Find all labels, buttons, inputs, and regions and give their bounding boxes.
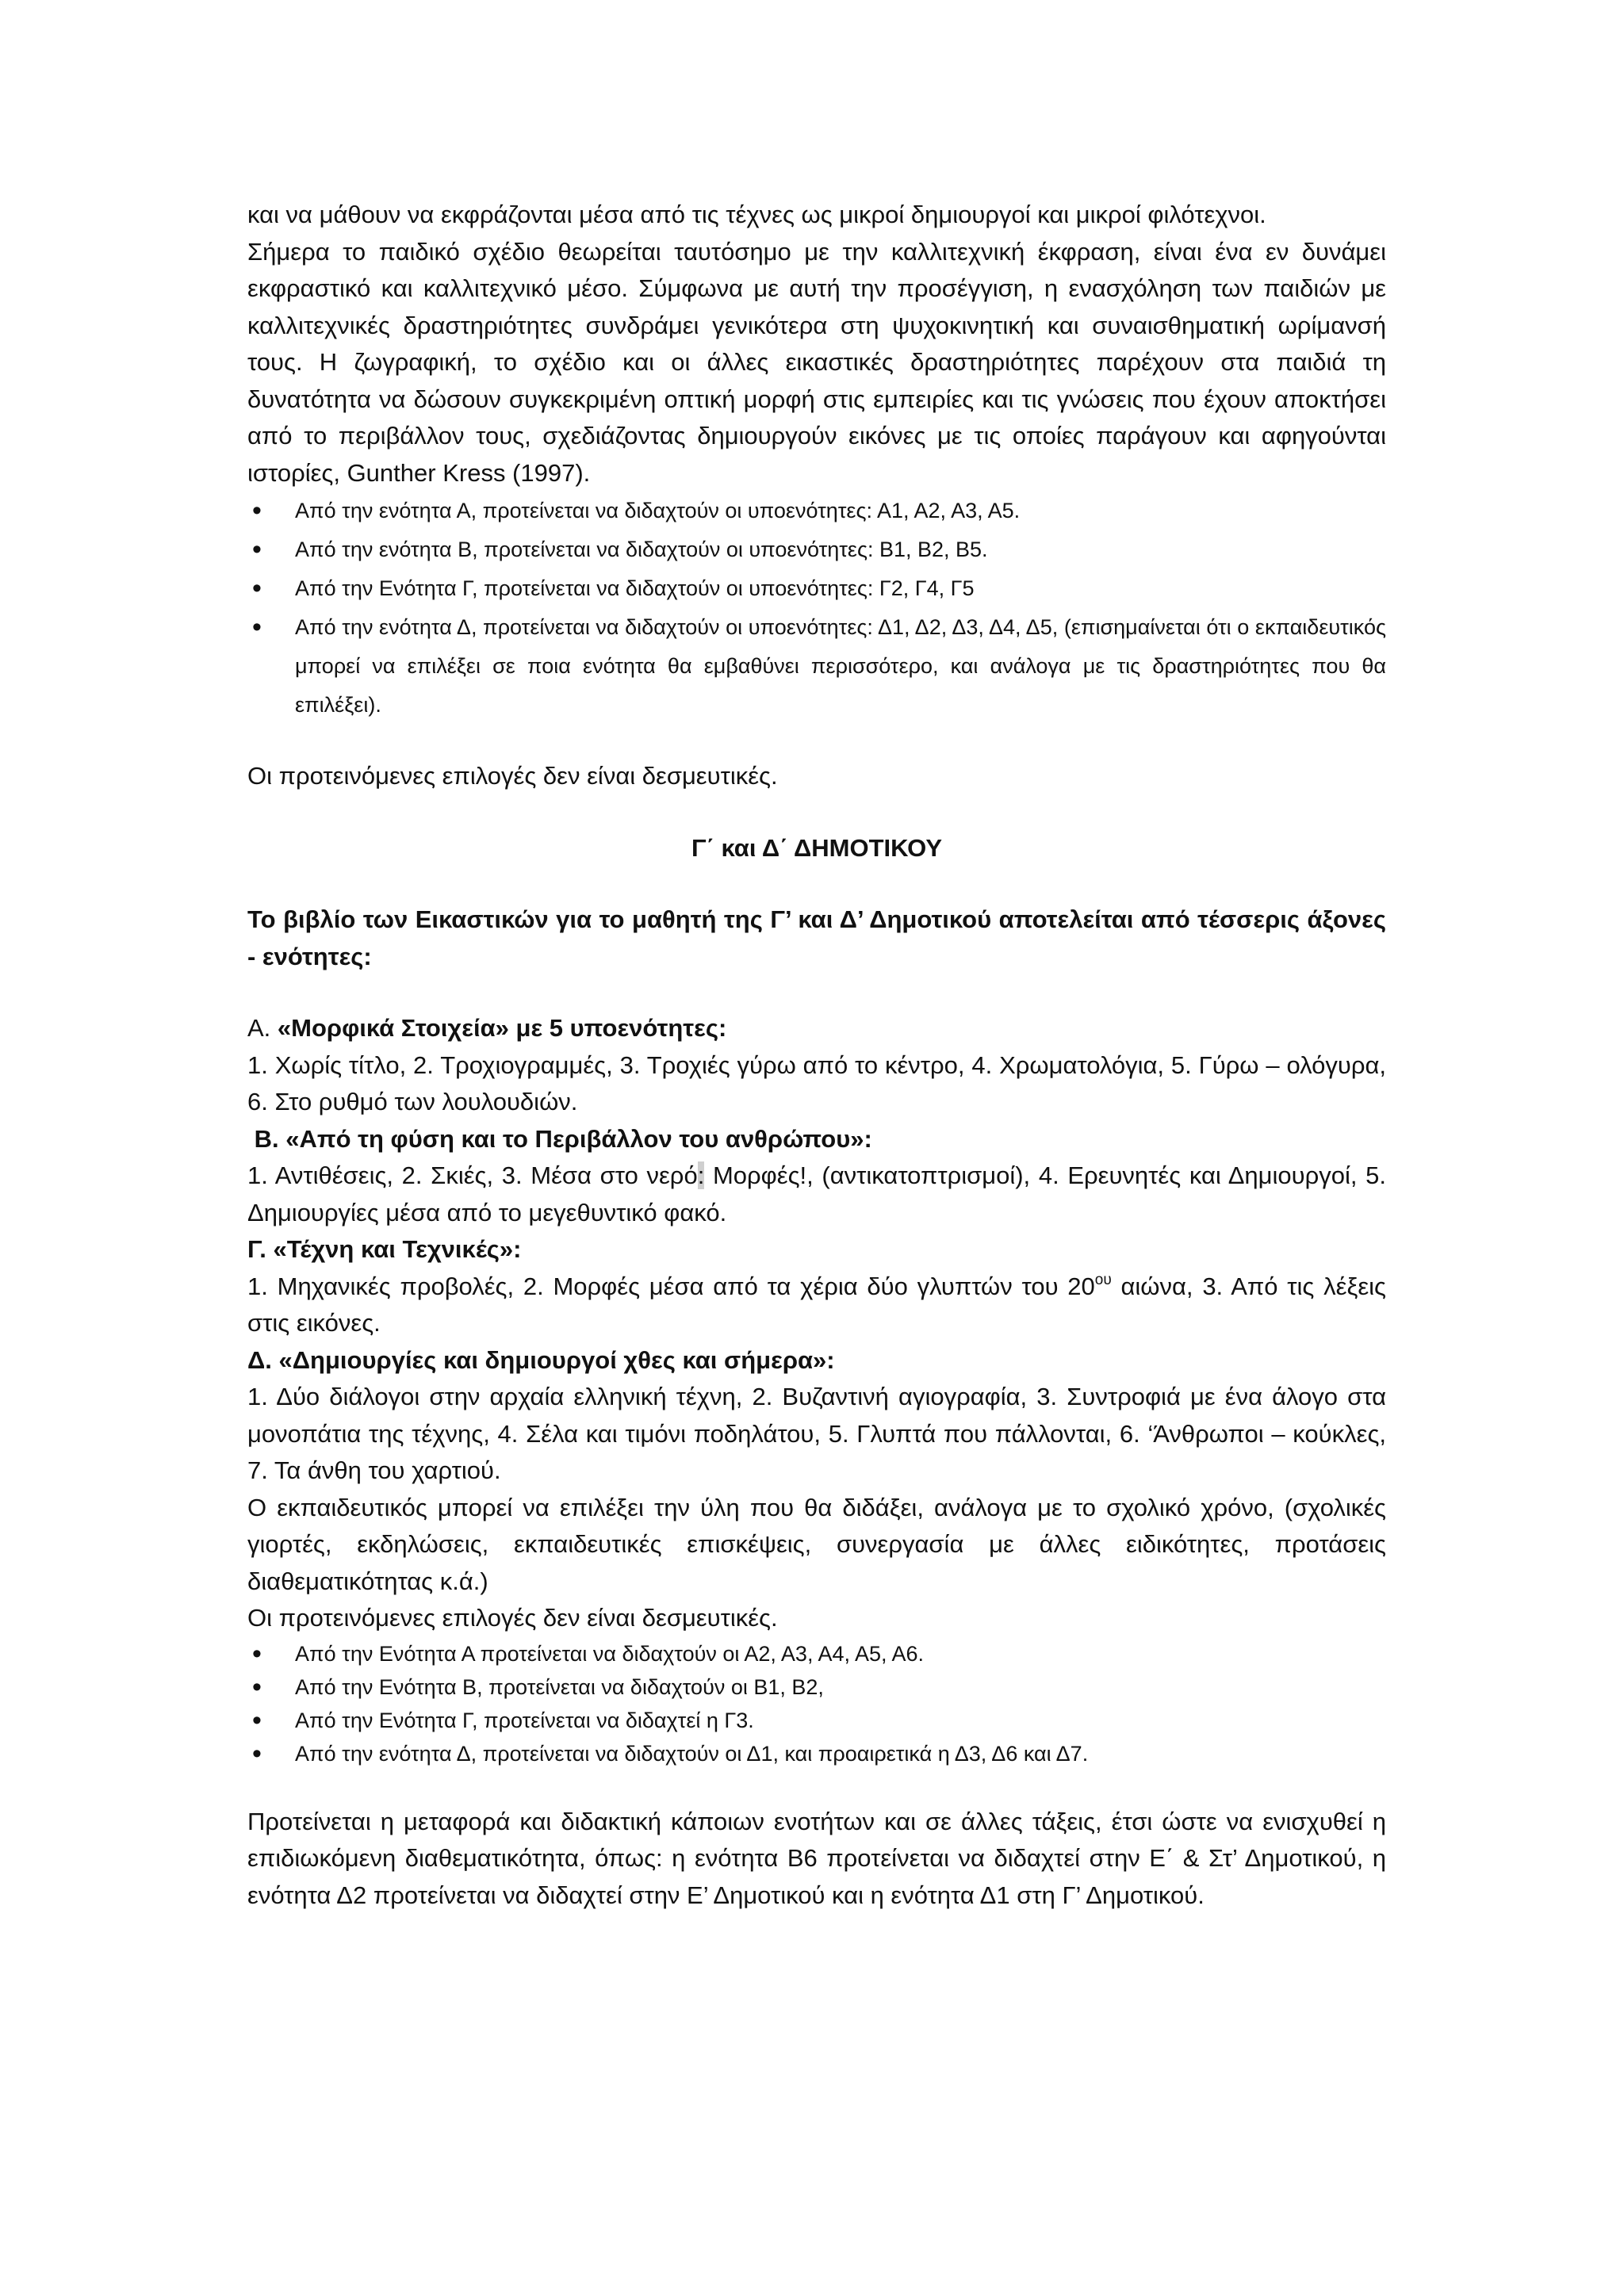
section-heading: Γ΄ και Δ΄ ΔΗΜΟΤΙΚΟΥ	[691, 833, 943, 862]
section-bullet-item: • Από την Ενότητα Β, προτείνεται να διδαχτούν οι Β1, Β2,	[247, 1670, 1386, 1704]
intro-paragraph-1: και να μάθουν να εκφράζονται μέσα από τις τέχνες ως μικροί δημιουργοί και μικροί φιλότεχνοι.	[247, 201, 1266, 228]
intro-bullet-item: • Από την ενότητα Α, προτείνεται να διδαχτούν οι υποενότητες: Α1, Α2, Α3, Α5.	[247, 492, 1386, 530]
unit-b-title: Β. «Από τη φύση και το Περιβάλλον του ανθρώπου»:	[247, 1124, 872, 1153]
unit-c-body-start: 1. Μηχανικές προβολές, 2. Μορφές μέσα από τα χέρια δύο γλυπτών του 20	[247, 1272, 1095, 1300]
page-content	[247, 197, 1386, 1914]
section-bullet-item: • Από την Ενότητα Γ, προτείνεται να διδαχτεί η Γ3.	[247, 1704, 1386, 1737]
unit-a-body: 1. Χωρίς τίτλο, 2. Τροχιογραμμές, 3. Τροχιές γύρω από το κέντρο, 4. Χρωματολόγια, 5. Γύρω – ολόγυρα, 6. Στο ρυθμό των λουλουδιών.	[247, 1050, 1386, 1115]
superscript-ordinal: ου	[1094, 1271, 1112, 1288]
unit-c-body	[247, 1269, 1386, 1342]
unit-a-title: «Μορφικά Στοιχεία» με 5 υποενότητες:	[277, 1014, 727, 1042]
intro-bullet-item: • Από την Ενότητα Γ, προτείνεται να διδαχτούν οι υποενότητες: Γ2, Γ4, Γ5	[247, 569, 1386, 608]
intro-bullet-item: • Από την ενότητα Β, προτείνεται να διδαχτούν οι υποενότητες: Β1, Β2, Β5.	[247, 530, 1386, 569]
unit-c-title: Γ. «Τέχνη και Τεχνικές»:	[247, 1235, 522, 1263]
intro-bullet-item: • Από την ενότητα Δ, προτείνεται να διδαχτούν οι υποενότητες: Δ1, Δ2, Δ3, Δ4, Δ5, (επισημαίνεται ότι ο εκπαιδευτικός μπορεί να επιλέξει σε ποια ενότητα θα εμβαθύνει περισσότερο, και ανάλογα με τις δραστηριότητες που θα επιλέξει).	[247, 608, 1386, 725]
closing-paragraph: Προτείνεται η μεταφορά και διδακτική κάποιων ενοτήτων και σε άλλες τάξεις, έτσι ώστε να ενισχυθεί η επιδιωκόμενη διαθεματικότητα, όπως: η ενότητα Β6 προτείνεται να διδαχτεί στην Ε΄ & Στ’ Δημοτικού, η ενότητα Δ2 προτείνεται να διδαχτεί στην Ε’ Δημοτικού και η ενότητα Δ1 στη Γ’ Δημοτικού.	[247, 1807, 1386, 1909]
section-bullet-item: • Από την Ενότητα Α προτείνεται να διδαχτούν οι Α2, Α3, Α4, Α5, Α6.	[247, 1637, 1386, 1670]
intro-bullet-list	[247, 492, 1386, 725]
unit-a-prefix: Α.	[247, 1014, 278, 1042]
teacher-paragraph: Ο εκπαιδευτικός μπορεί να επιλέξει την ύλη που θα διδάξει, ανάλογα με το σχολικό χρόνο, (σχολικές γιορτές, εκδηλώσεις, εκπαιδευτικές επισκέψεις, συνεργασία με άλλες ειδικότητες, προτάσεις διαθεματικότητας κ.ά.)	[247, 1493, 1386, 1595]
intro-note: Οι προτεινόμενες επιλογές δεν είναι δεσμευτικές.	[247, 762, 778, 790]
unit-b-body-start: 1. Αντιθέσεις, 2. Σκιές, 3. Μέσα στο νερό	[247, 1161, 698, 1189]
section-bullet-list	[247, 1637, 1386, 1770]
unit-b-body	[247, 1158, 1386, 1231]
section-lead: Το βιβλίο των Εικαστικών για το μαθητή της Γ’ και Δ’ Δημοτικού αποτελείται από τέσσερις άξονες - ενότητες:	[247, 905, 1386, 970]
highlighted-colon: :	[697, 1161, 705, 1189]
unit-a-heading	[247, 1010, 1386, 1047]
section-note: Οι προτεινόμενες επιλογές δεν είναι δεσμευτικές.	[247, 1604, 778, 1632]
unit-c-body-end: αιώνα, 3. Από τις λέξεις στις εικόνες.	[247, 1272, 1386, 1337]
unit-d-body: 1. Δύο διάλογοι στην αρχαία ελληνική τέχνη, 2. Βυζαντινή αγιογραφία, 3. Συντροφιά με ένα άλογο στα μονοπάτια της τέχνης, 4. Σέλα και τιμόνι ποδηλάτου, 5. Γλυπτά που πάλλονται, 6. ‘Άνθρωποι – κούκλες, 7. Τα άνθη του χαρτιού.	[247, 1383, 1386, 1484]
unit-d-title: Δ. «Δημιουργίες και δημιουργοί χθες και σήμερα»:	[247, 1345, 835, 1374]
section-bullet-item: • Από την ενότητα Δ, προτείνεται να διδαχτούν οι Δ1, και προαιρετικά η Δ3, Δ6 και Δ7.	[247, 1737, 1386, 1770]
intro-paragraph-2: Σήμερα το παιδικό σχέδιο θεωρείται ταυτόσημο με την καλλιτεχνική έκφραση, είναι ένα εν δυνάμει εκφραστικό και καλλιτεχνικό μέσο. Σύμφωνα με αυτή την προσέγγιση, η ενασχόληση των παιδιών με καλλιτεχνικές δραστηριότητες συνδράμει γενικότερα στη ψυχοκινητική και συναισθηματική ωρίμανσή τους. Η ζωγραφική, το σχέδιο και οι άλλες εικαστικές δραστηριότητες παρέχουν στα παιδιά τη δυνατότητα να δώσουν συγκεκριμένη οπτική μορφή στις εμπειρίες και τις γνώσεις που έχουν αποκτήσει από το περιβάλλον τους, σχεδιάζοντας δημιουργούν εικόνες με τις οποίες παράγουν και αφηγούνται ιστορίες, Gunther Kress (1997).	[247, 237, 1386, 487]
unit-b-body-end: Μορφές!, (αντικατοπτρισμοί), 4. Ερευνητές και Δημιουργοί, 5. Δημιουργίες μέσα από το μεγεθυντικό φακό.	[247, 1161, 1386, 1226]
